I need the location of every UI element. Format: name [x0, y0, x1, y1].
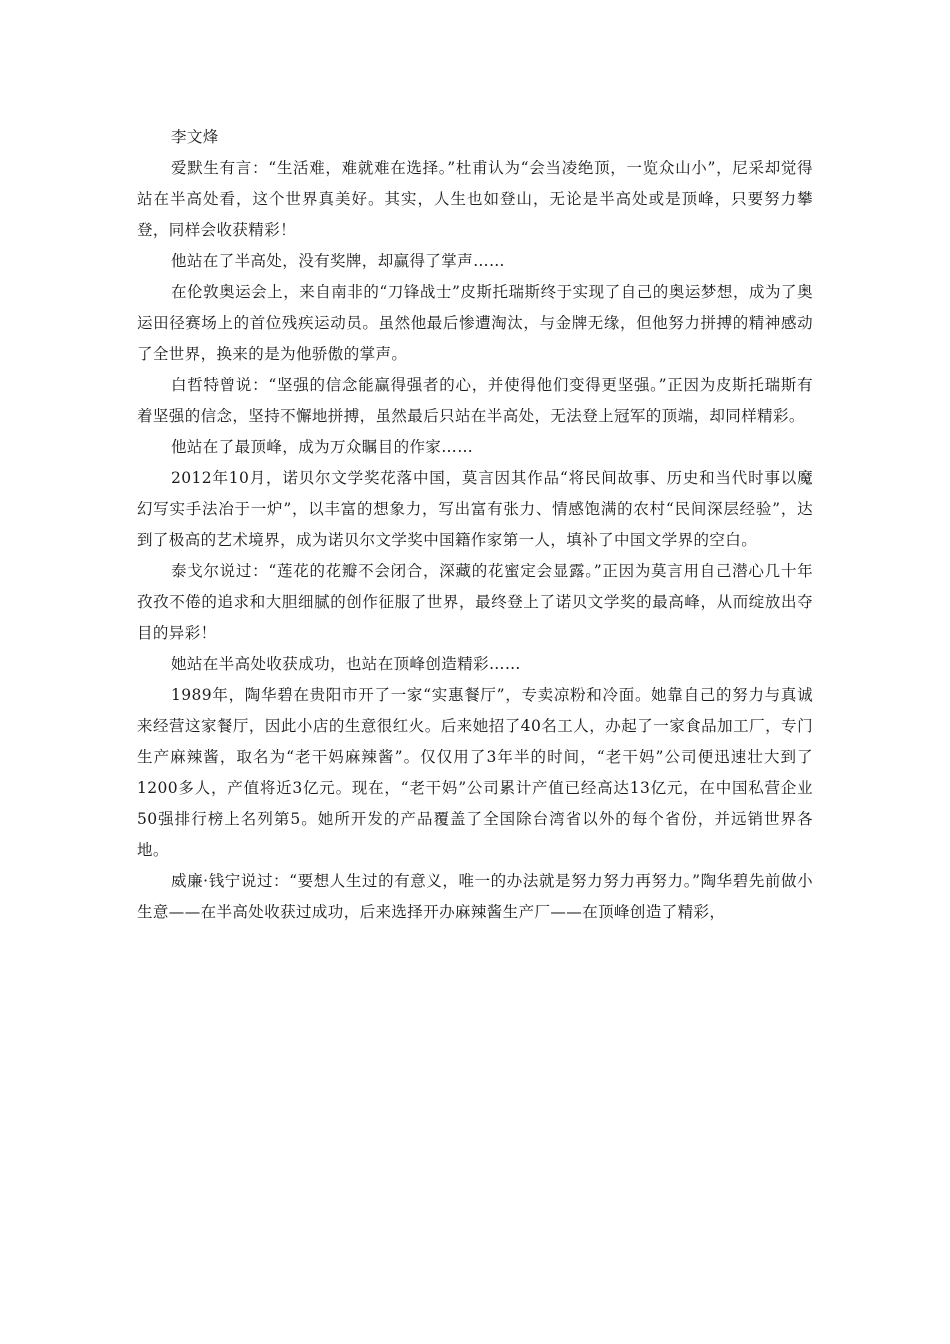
paragraph-pistorius: 在伦敦奥运会上，来自南非的“刀锋战士”皮斯托瑞斯终于实现了自己的奥运梦想，成为了奥运田径赛场上的首位残疾运动员。虽然他最后惨遭淘汰，与金牌无缘，但他努力拼搏的精神感动了全世界，换来的是为他骄傲的掌声。	[137, 283, 813, 363]
author-line: 李文烽	[171, 128, 219, 146]
paragraph-moyan: 2012年10月，诺贝尔文学奖花落中国，莫言因其作品“将民间故事、历史和当代时事以魔幻写实手法冶于一炉”，以丰富的想象力，写出富有张力、情感饱满的农村“民间深层经验”，达到了极高的艺术境界，成为诺贝尔文学奖中国籍作家第一人，填补了中国文学界的空白。	[137, 469, 813, 549]
paragraph-taohuabi: 1989年，陶华碧在贵阳市开了一家“实惠餐厅”，专卖凉粉和冷面。她靠自己的努力与真诚来经营这家餐厅，因此小店的生意很红火。后来她招了40名工人，办起了一家食品加工厂，专门生产麻辣酱，取名为“老干妈麻辣酱”。仅仅用了3年半的时间，“老干妈”公司便迅速壮大到了1200多人，产值将近3亿元。现在，“老干妈”公司累计产值已经高达13亿元，在中国私营企业50强排行榜上名列第5。她所开发的产品覆盖了全国除台湾省以外的每个省份，并远销世界各地。	[137, 686, 813, 859]
paragraph-channing-quote: 威廉·钱宁说过：“要想人生过的有意义，唯一的办法就是努力努力再努力。”陶华碧先前做小生意——在半高处收获过成功，后来选择开办麻辣酱生产厂——在顶峰创造了精彩，	[137, 872, 813, 921]
paragraph-tagore-quote: 泰戈尔说过：“莲花的花瓣不会闭合，深藏的花蜜定会显露。”正因为莫言用自己潜心几十年孜孜不倦的追求和大胆细腻的创作征服了世界，最终登上了诺贝文学奖的最高峰，从而绽放出夺目的异彩！	[137, 562, 813, 642]
paragraph-heading-2: 他站在了最顶峰，成为万众瞩目的作家……	[171, 438, 474, 456]
document-body	[137, 122, 813, 928]
paragraph-heading-1: 他站在了半高处，没有奖牌，却赢得了掌声……	[171, 252, 505, 270]
paragraph-intro: 爱默生有言：“生活难，难就难在选择。”杜甫认为“会当凌绝顶，一览众山小”，尼采却觉得站在半高处看，这个世界真美好。其实，人生也如登山，无论是半高处或是顶峰，只要努力攀登，同样会收获精彩！	[137, 159, 813, 239]
paragraph-bagehot-quote: 白哲特曾说：“坚强的信念能赢得强者的心，并使得他们变得更坚强。”正因为皮斯托瑞斯有着坚强的信念，坚持不懈地拼搏，虽然最后只站在半高处，无法登上冠军的顶端，却同样精彩。	[137, 376, 813, 425]
paragraph-heading-3: 她站在半高处收获成功，也站在顶峰创造精彩……	[171, 655, 521, 673]
